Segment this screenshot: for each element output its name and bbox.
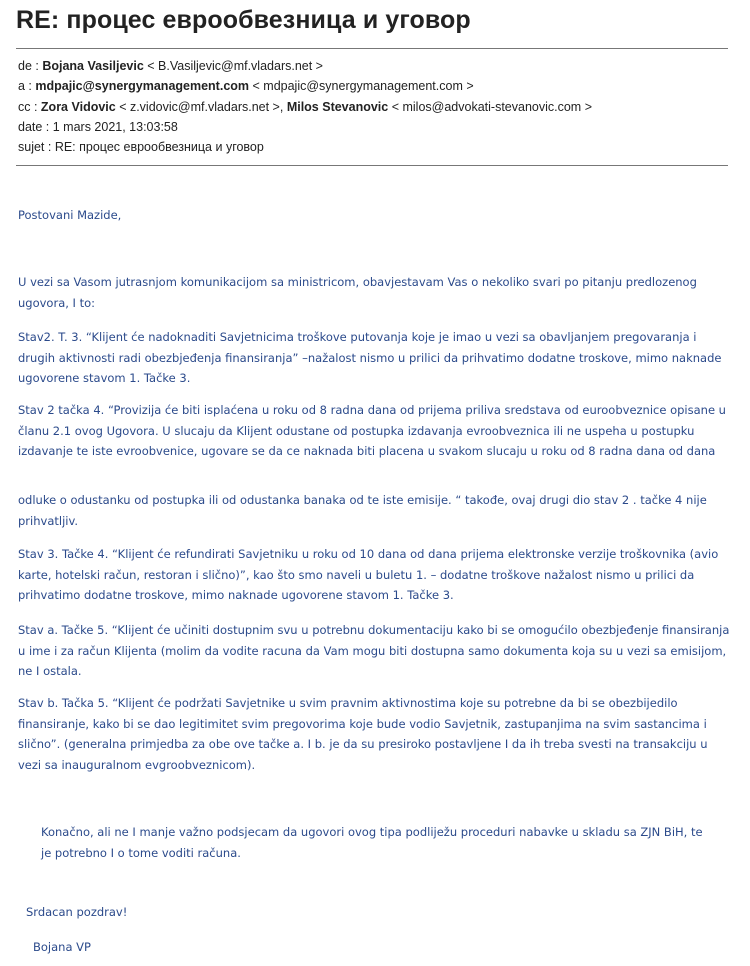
to-address[interactable]: < mdpajic@synergymanagement.com > <box>249 79 474 94</box>
point-stav2-t4-continued: odluke o odustanku od postupka ili od odustanka banaka od te iste emisije. “ takođe, ovaj drugi dio stav 2 . tačke 4 nije prihvatljiv. <box>18 493 707 528</box>
subject-row: sujet : RE: процес еврообвезница и уговор <box>18 140 264 155</box>
intro-paragraph: U vezi sa Vasom jutrasnjom komunikacijom sa ministricom, obavjestavam Vas o nekoliko svari po pitanju predlozenog ugovora, I to: <box>18 275 697 310</box>
cc-label: cc : <box>18 99 41 114</box>
to-label: a : <box>18 79 36 94</box>
closing-greeting: Srdacan pozdrav! <box>26 905 128 919</box>
to-name: mdpajic@synergymanagement.com <box>35 79 250 94</box>
from-address[interactable]: < B.Vasiljevic@mf.vladars.net > <box>143 59 323 73</box>
point-stav-b-t5: Stav b. Tačka 5. “Klijent će podržati Savjetnike u svim pravnim aktivnostima koje su potrebne da bi se obezbijedilo finansiranje, kako bi se dao legitimitet svim pregovorima koje bude vodio Savjetnik, zastupanjima na svim sastancima i slično”. (generalna primjedba za obe ove tačke a. I b. je da su presiroko postavljene I da ih treba svesti na transakciju u vezi sa inauguralnom evgroobveznicom). <box>18 696 708 772</box>
from-name: Bojana Vasiljevic <box>42 59 144 73</box>
date-row: date : 1 mars 2021, 13:03:58 <box>18 119 178 134</box>
point-stav2-t4: Stav 2 tačka 4. “Provizija će biti isplaćena u roku od 8 radna dana od prijema priliva sredstava od euroobveznice opisane u članu 2.1 ovog Ugovora. U slucaju da Klijent odustane od postupka izdavanja evroobveznica ili ne uspeha u postupku izdavanje te iste evroobvenice, ugovare se da ce naknada biti placena u svakom slucaju u roku od 8 radna dana od dana <box>18 403 726 458</box>
cc2-name: Milos Stevanovic <box>286 99 389 114</box>
point-stav3-t4: Stav 3. Tačke 4. “Klijent će refundirati Savjetniku u roku od 10 dana od dana prijema elektronske verzije troškovnika (avio karte, hotelski račun, restoran i slično)”, kao što smo naveli u buletu 1. – dodatne troškove nažalost nismo u prilici da prihvatimo dodatne troskove, mimo naknade ugovorene stavom 1. Tačke 3. <box>18 547 719 602</box>
greeting: Postovani Mazide, <box>18 208 122 222</box>
cc2-address[interactable]: < milos@advokati-stevanovic.com > <box>388 99 592 114</box>
point-stav2-t3: Stav2. T. 3. “Klijent će nadoknaditi Savjetnicima troškove putovanja koje je imao u vezi sa obavljanjem pregovaranja i drugih aktivnosti radi obezbjeđenja finansiranja” –nažalost nismo u prilici da prihvatimo dodatne troskove, mimo naknade ugovorene stavom 1. Tačke 3. <box>18 330 722 385</box>
point-stav-a-t5: Stav a. Tačke 5. “Klijent će učiniti dostupnim svu u potrebnu dokumentaciju kako bi se omogućilo obezbjeđenje finansiranja u ime i za račun Klijenta (molim da vodite racuna da Vam mogu biti dostupna samo dokumenta koja su u vezi sa emisijom, ne I ostala. <box>18 623 730 678</box>
from-label: de : <box>18 59 43 73</box>
signature: Bojana VP <box>33 940 91 954</box>
cc1-name: Zora Vidovic <box>40 99 116 114</box>
cc1-address[interactable]: < z.vidovic@mf.vladars.net >, <box>115 99 287 114</box>
closing-paragraph: Konačno, ali ne I manje važno podsjecam da ugovori ovog tipa podliježu proceduri nabavke u skladu sa ZJN BiH, te je potrebno I o tome voditi računa. <box>41 825 703 860</box>
email-subject-title: RE: процес еврообвезница и уговор <box>16 6 471 34</box>
